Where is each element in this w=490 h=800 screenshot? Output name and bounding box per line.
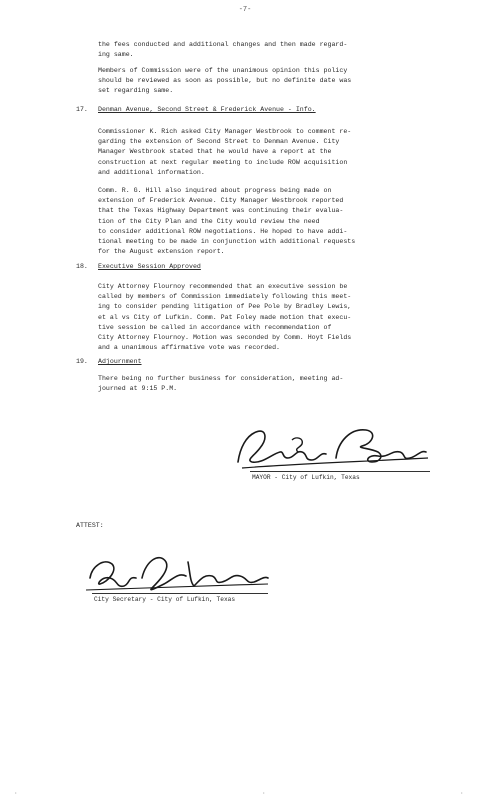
section-17-paragraph-2: Comm. R. G. Hill also inquired about progress being made on extension of Frederick Avenue. City Manager Westbrook reported that the Texas Highway Department was continuing their evalua- tion of the City Plan and the City would review the need to consider additional ROW negotiations. He hoped to have addi- tional meeting to be made in conjunction with additional requests for the August extension report. bbox=[98, 187, 356, 256]
scan-mark-left: · bbox=[14, 790, 18, 797]
section-19-heading: Adjournment bbox=[98, 358, 142, 365]
page-number: -7- bbox=[238, 6, 252, 14]
city-secretary-signature bbox=[82, 548, 272, 596]
section-18-number: 18. bbox=[76, 263, 88, 270]
scan-mark-center: · bbox=[262, 790, 266, 797]
section-18-paragraph-1: City Attorney Flournoy recommended that an executive session be called by members of Commission immediately following this meet- ing to consider pending litigation of Pee Pole by Bradley Lewis, et al vs City of Lufkin. Comm. Pat Foley made motion that execu- tive session be called in accordance with recommendation of City Attorney Flournoy. Motion was seconded by Comm. Hoyt Fields and a unanimous affirmative vote was recorded. bbox=[98, 283, 352, 352]
scan-mark-right: · bbox=[460, 790, 464, 797]
section-19-number: 19. bbox=[76, 358, 88, 365]
mayor-signature-line bbox=[250, 471, 430, 472]
section-17-paragraph-1: Commissioner K. Rich asked City Manager Westbrook to comment re- garding the extension of Second Street to Denman Avenue. City Manager Westbrook stated that he would have a report at the construction at next regular meeting to include ROW acquisition and additional information. bbox=[98, 128, 352, 176]
city-secretary-signature-line bbox=[92, 593, 268, 594]
mayor-signature bbox=[232, 418, 432, 476]
attest-label: ATTEST: bbox=[76, 522, 104, 529]
intro-paragraph-2: Members of Commission were of the unanimous opinion this policy should be reviewed as soon as possible, but no definite date was set regarding same. bbox=[98, 67, 352, 95]
intro-paragraph-1: the fees conducted and additional changes and then made regard- ing same. bbox=[98, 41, 348, 59]
section-18-heading: Executive Session Approved bbox=[98, 263, 201, 270]
section-17-number: 17. bbox=[76, 106, 88, 113]
section-17-heading: Denman Avenue, Second Street & Frederick Avenue - Info. bbox=[98, 106, 316, 113]
section-18-header bbox=[76, 262, 201, 272]
section-19-paragraph-1: There being no further business for consideration, meeting ad- journed at 9:15 P.M. bbox=[98, 375, 344, 393]
city-secretary-title: City Secretary - City of Lufkin, Texas bbox=[94, 596, 236, 603]
section-17-header bbox=[76, 105, 316, 115]
mayor-title: MAYOR - City of Lufkin, Texas bbox=[252, 474, 360, 481]
section-19-header bbox=[76, 357, 142, 367]
